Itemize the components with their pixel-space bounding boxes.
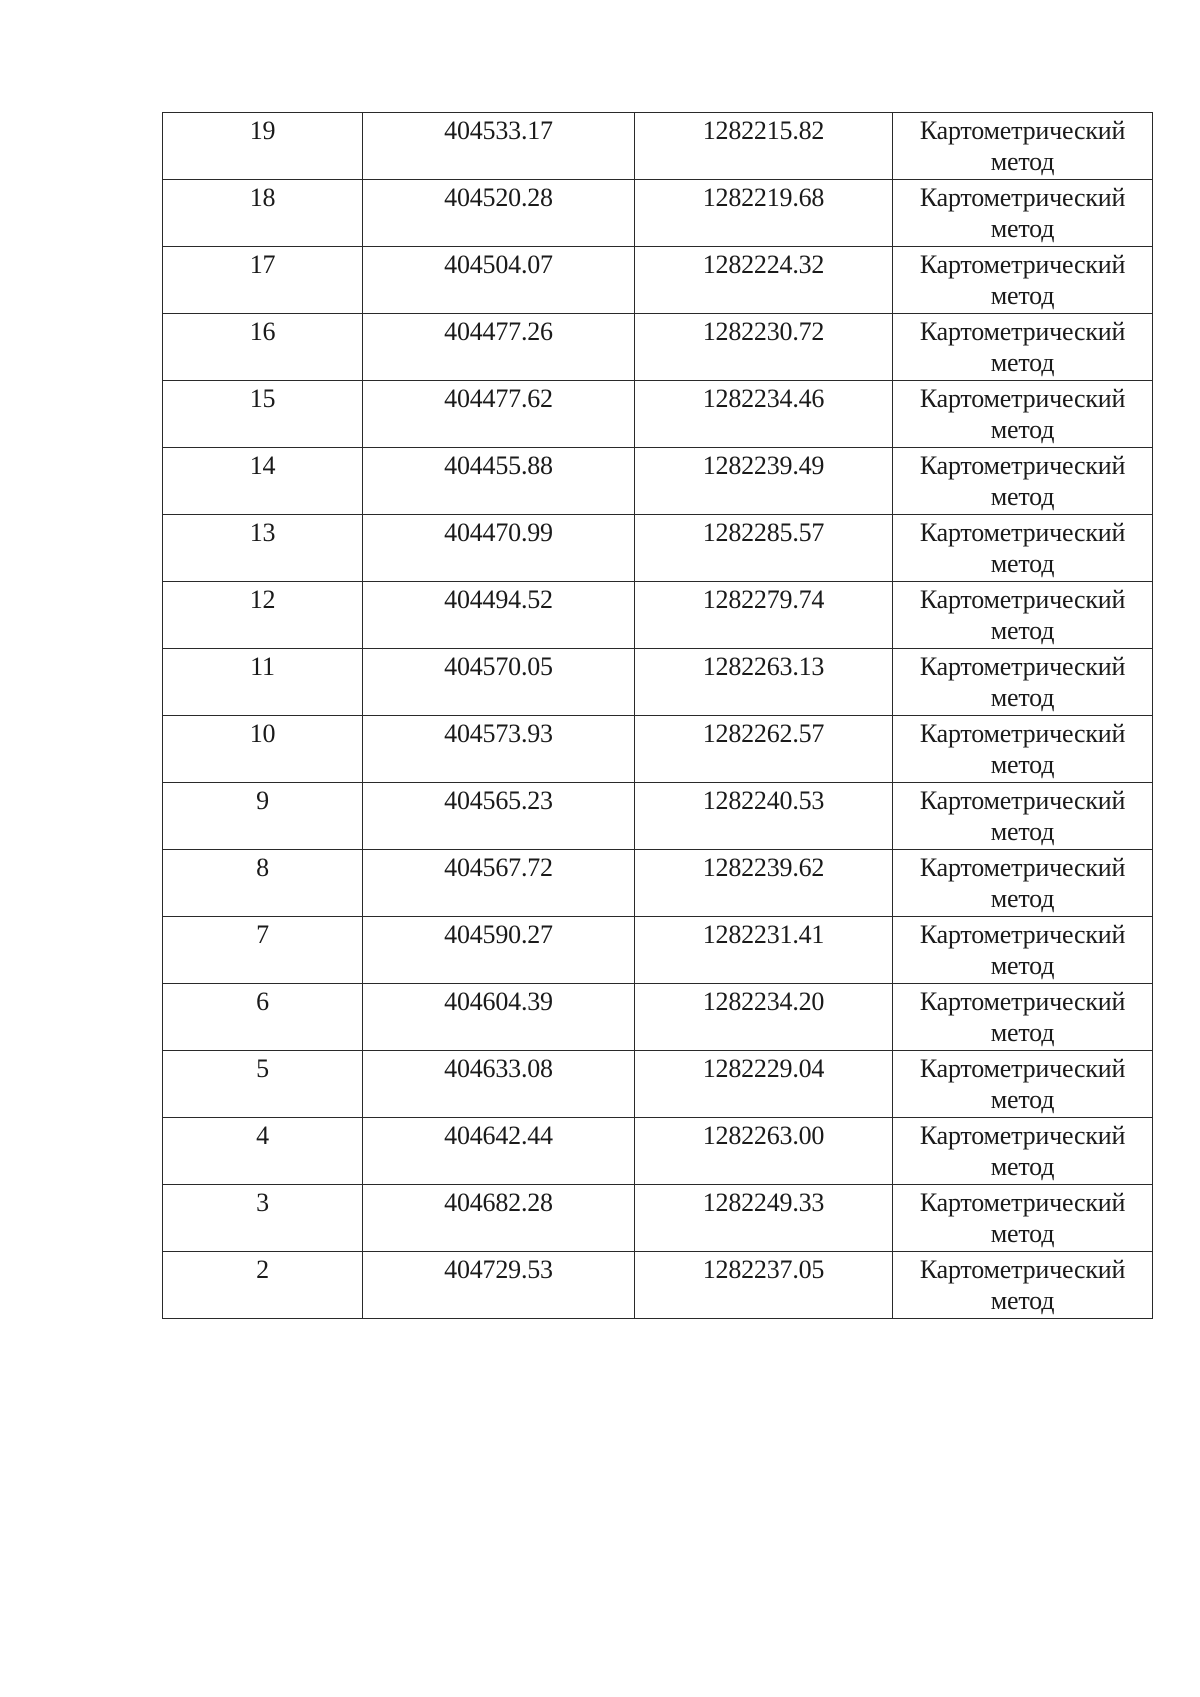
- method-text-line1: Картометрический: [919, 317, 1126, 346]
- x-coordinate-cell: 404567.72: [363, 850, 635, 917]
- point-number-cell: 9: [163, 783, 363, 850]
- table-row: [163, 582, 1153, 649]
- method-text-line1: Картометрический: [919, 384, 1126, 413]
- table-row: [163, 649, 1153, 716]
- method-text-line2: метод: [990, 750, 1055, 779]
- x-coordinate-cell: 404494.52: [363, 582, 635, 649]
- method-cell: [893, 314, 1153, 381]
- method-cell: [893, 649, 1153, 716]
- point-number-cell: 3: [163, 1185, 363, 1252]
- table-row: [163, 381, 1153, 448]
- method-cell: [893, 515, 1153, 582]
- x-coordinate-cell: 404470.99: [363, 515, 635, 582]
- method-text-line1: Картометрический: [919, 920, 1126, 949]
- point-number-cell: 16: [163, 314, 363, 381]
- x-coordinate-cell: 404604.39: [363, 984, 635, 1051]
- method-cell: [893, 917, 1153, 984]
- y-coordinate-cell: 1282239.49: [635, 448, 893, 515]
- method-text-line2: метод: [990, 817, 1055, 846]
- table-row: [163, 984, 1153, 1051]
- method-text-line1: Картометрический: [919, 183, 1126, 212]
- method-text-line2: метод: [990, 1085, 1055, 1114]
- method-text-line2: метод: [990, 1152, 1055, 1181]
- point-number-cell: 10: [163, 716, 363, 783]
- y-coordinate-cell: 1282249.33: [635, 1185, 893, 1252]
- method-cell: [893, 180, 1153, 247]
- y-coordinate-cell: 1282234.46: [635, 381, 893, 448]
- method-cell: [893, 850, 1153, 917]
- method-cell: [893, 582, 1153, 649]
- method-cell: [893, 984, 1153, 1051]
- x-coordinate-cell: 404455.88: [363, 448, 635, 515]
- method-text-line1: Картометрический: [919, 1255, 1126, 1284]
- point-number-cell: 2: [163, 1252, 363, 1319]
- method-cell: [893, 716, 1153, 783]
- method-cell: [893, 1185, 1153, 1252]
- point-number-cell: 17: [163, 247, 363, 314]
- method-cell: [893, 113, 1153, 180]
- y-coordinate-cell: 1282231.41: [635, 917, 893, 984]
- coordinates-table-body: [163, 113, 1153, 1319]
- x-coordinate-cell: 404533.17: [363, 113, 635, 180]
- x-coordinate-cell: 404520.28: [363, 180, 635, 247]
- x-coordinate-cell: 404633.08: [363, 1051, 635, 1118]
- point-number-cell: 11: [163, 649, 363, 716]
- point-number-cell: 5: [163, 1051, 363, 1118]
- table-row: [163, 180, 1153, 247]
- method-text-line1: Картометрический: [919, 585, 1126, 614]
- table-row: [163, 247, 1153, 314]
- method-text-line2: метод: [990, 549, 1055, 578]
- point-number-cell: 7: [163, 917, 363, 984]
- y-coordinate-cell: 1282240.53: [635, 783, 893, 850]
- method-text-line1: Картометрический: [919, 250, 1126, 279]
- table-row: [163, 716, 1153, 783]
- method-cell: [893, 1118, 1153, 1185]
- table-row: [163, 1252, 1153, 1319]
- method-text-line1: Картометрический: [919, 116, 1126, 145]
- y-coordinate-cell: 1282234.20: [635, 984, 893, 1051]
- method-cell: [893, 1051, 1153, 1118]
- y-coordinate-cell: 1282215.82: [635, 113, 893, 180]
- x-coordinate-cell: 404570.05: [363, 649, 635, 716]
- method-text-line1: Картометрический: [919, 1188, 1126, 1217]
- y-coordinate-cell: 1282279.74: [635, 582, 893, 649]
- x-coordinate-cell: 404573.93: [363, 716, 635, 783]
- method-text-line2: метод: [990, 482, 1055, 511]
- table-row: [163, 314, 1153, 381]
- y-coordinate-cell: 1282224.32: [635, 247, 893, 314]
- y-coordinate-cell: 1282262.57: [635, 716, 893, 783]
- table-row: [163, 850, 1153, 917]
- method-text-line1: Картометрический: [919, 652, 1126, 681]
- x-coordinate-cell: 404504.07: [363, 247, 635, 314]
- point-number-cell: 14: [163, 448, 363, 515]
- method-cell: [893, 448, 1153, 515]
- y-coordinate-cell: 1282263.00: [635, 1118, 893, 1185]
- method-text-line1: Картометрический: [919, 451, 1126, 480]
- point-number-cell: 4: [163, 1118, 363, 1185]
- x-coordinate-cell: 404590.27: [363, 917, 635, 984]
- table-row: [163, 1185, 1153, 1252]
- point-number-cell: 19: [163, 113, 363, 180]
- point-number-cell: 12: [163, 582, 363, 649]
- method-text-line1: Картометрический: [919, 518, 1126, 547]
- method-text-line2: метод: [990, 683, 1055, 712]
- method-text-line1: Картометрический: [919, 853, 1126, 882]
- method-text-line1: Картометрический: [919, 987, 1126, 1016]
- x-coordinate-cell: 404682.28: [363, 1185, 635, 1252]
- y-coordinate-cell: 1282230.72: [635, 314, 893, 381]
- table-row: [163, 448, 1153, 515]
- method-text-line2: метод: [990, 415, 1055, 444]
- method-cell: [893, 1252, 1153, 1319]
- method-cell: [893, 783, 1153, 850]
- point-number-cell: 15: [163, 381, 363, 448]
- coordinates-table: [162, 112, 1153, 1319]
- table-row: [163, 783, 1153, 850]
- method-text-line2: метод: [990, 884, 1055, 913]
- method-text-line1: Картометрический: [919, 1121, 1126, 1150]
- table-row: [163, 1118, 1153, 1185]
- y-coordinate-cell: 1282285.57: [635, 515, 893, 582]
- y-coordinate-cell: 1282263.13: [635, 649, 893, 716]
- point-number-cell: 13: [163, 515, 363, 582]
- method-cell: [893, 381, 1153, 448]
- y-coordinate-cell: 1282219.68: [635, 180, 893, 247]
- point-number-cell: 18: [163, 180, 363, 247]
- method-text-line2: метод: [990, 1286, 1055, 1315]
- x-coordinate-cell: 404642.44: [363, 1118, 635, 1185]
- y-coordinate-cell: 1282237.05: [635, 1252, 893, 1319]
- method-text-line2: метод: [990, 1018, 1055, 1047]
- point-number-cell: 6: [163, 984, 363, 1051]
- method-text-line2: метод: [990, 348, 1055, 377]
- table-row: [163, 1051, 1153, 1118]
- method-text-line1: Картометрический: [919, 719, 1126, 748]
- point-number-cell: 8: [163, 850, 363, 917]
- table-row: [163, 917, 1153, 984]
- x-coordinate-cell: 404729.53: [363, 1252, 635, 1319]
- method-cell: [893, 247, 1153, 314]
- method-text-line2: метод: [990, 214, 1055, 243]
- y-coordinate-cell: 1282239.62: [635, 850, 893, 917]
- method-text-line1: Картометрический: [919, 1054, 1126, 1083]
- method-text-line2: метод: [990, 1219, 1055, 1248]
- method-text-line1: Картометрический: [919, 786, 1126, 815]
- y-coordinate-cell: 1282229.04: [635, 1051, 893, 1118]
- x-coordinate-cell: 404565.23: [363, 783, 635, 850]
- x-coordinate-cell: 404477.62: [363, 381, 635, 448]
- x-coordinate-cell: 404477.26: [363, 314, 635, 381]
- method-text-line2: метод: [990, 147, 1055, 176]
- table-row: [163, 113, 1153, 180]
- table-row: [163, 515, 1153, 582]
- method-text-line2: метод: [990, 281, 1055, 310]
- method-text-line2: метод: [990, 951, 1055, 980]
- method-text-line2: метод: [990, 616, 1055, 645]
